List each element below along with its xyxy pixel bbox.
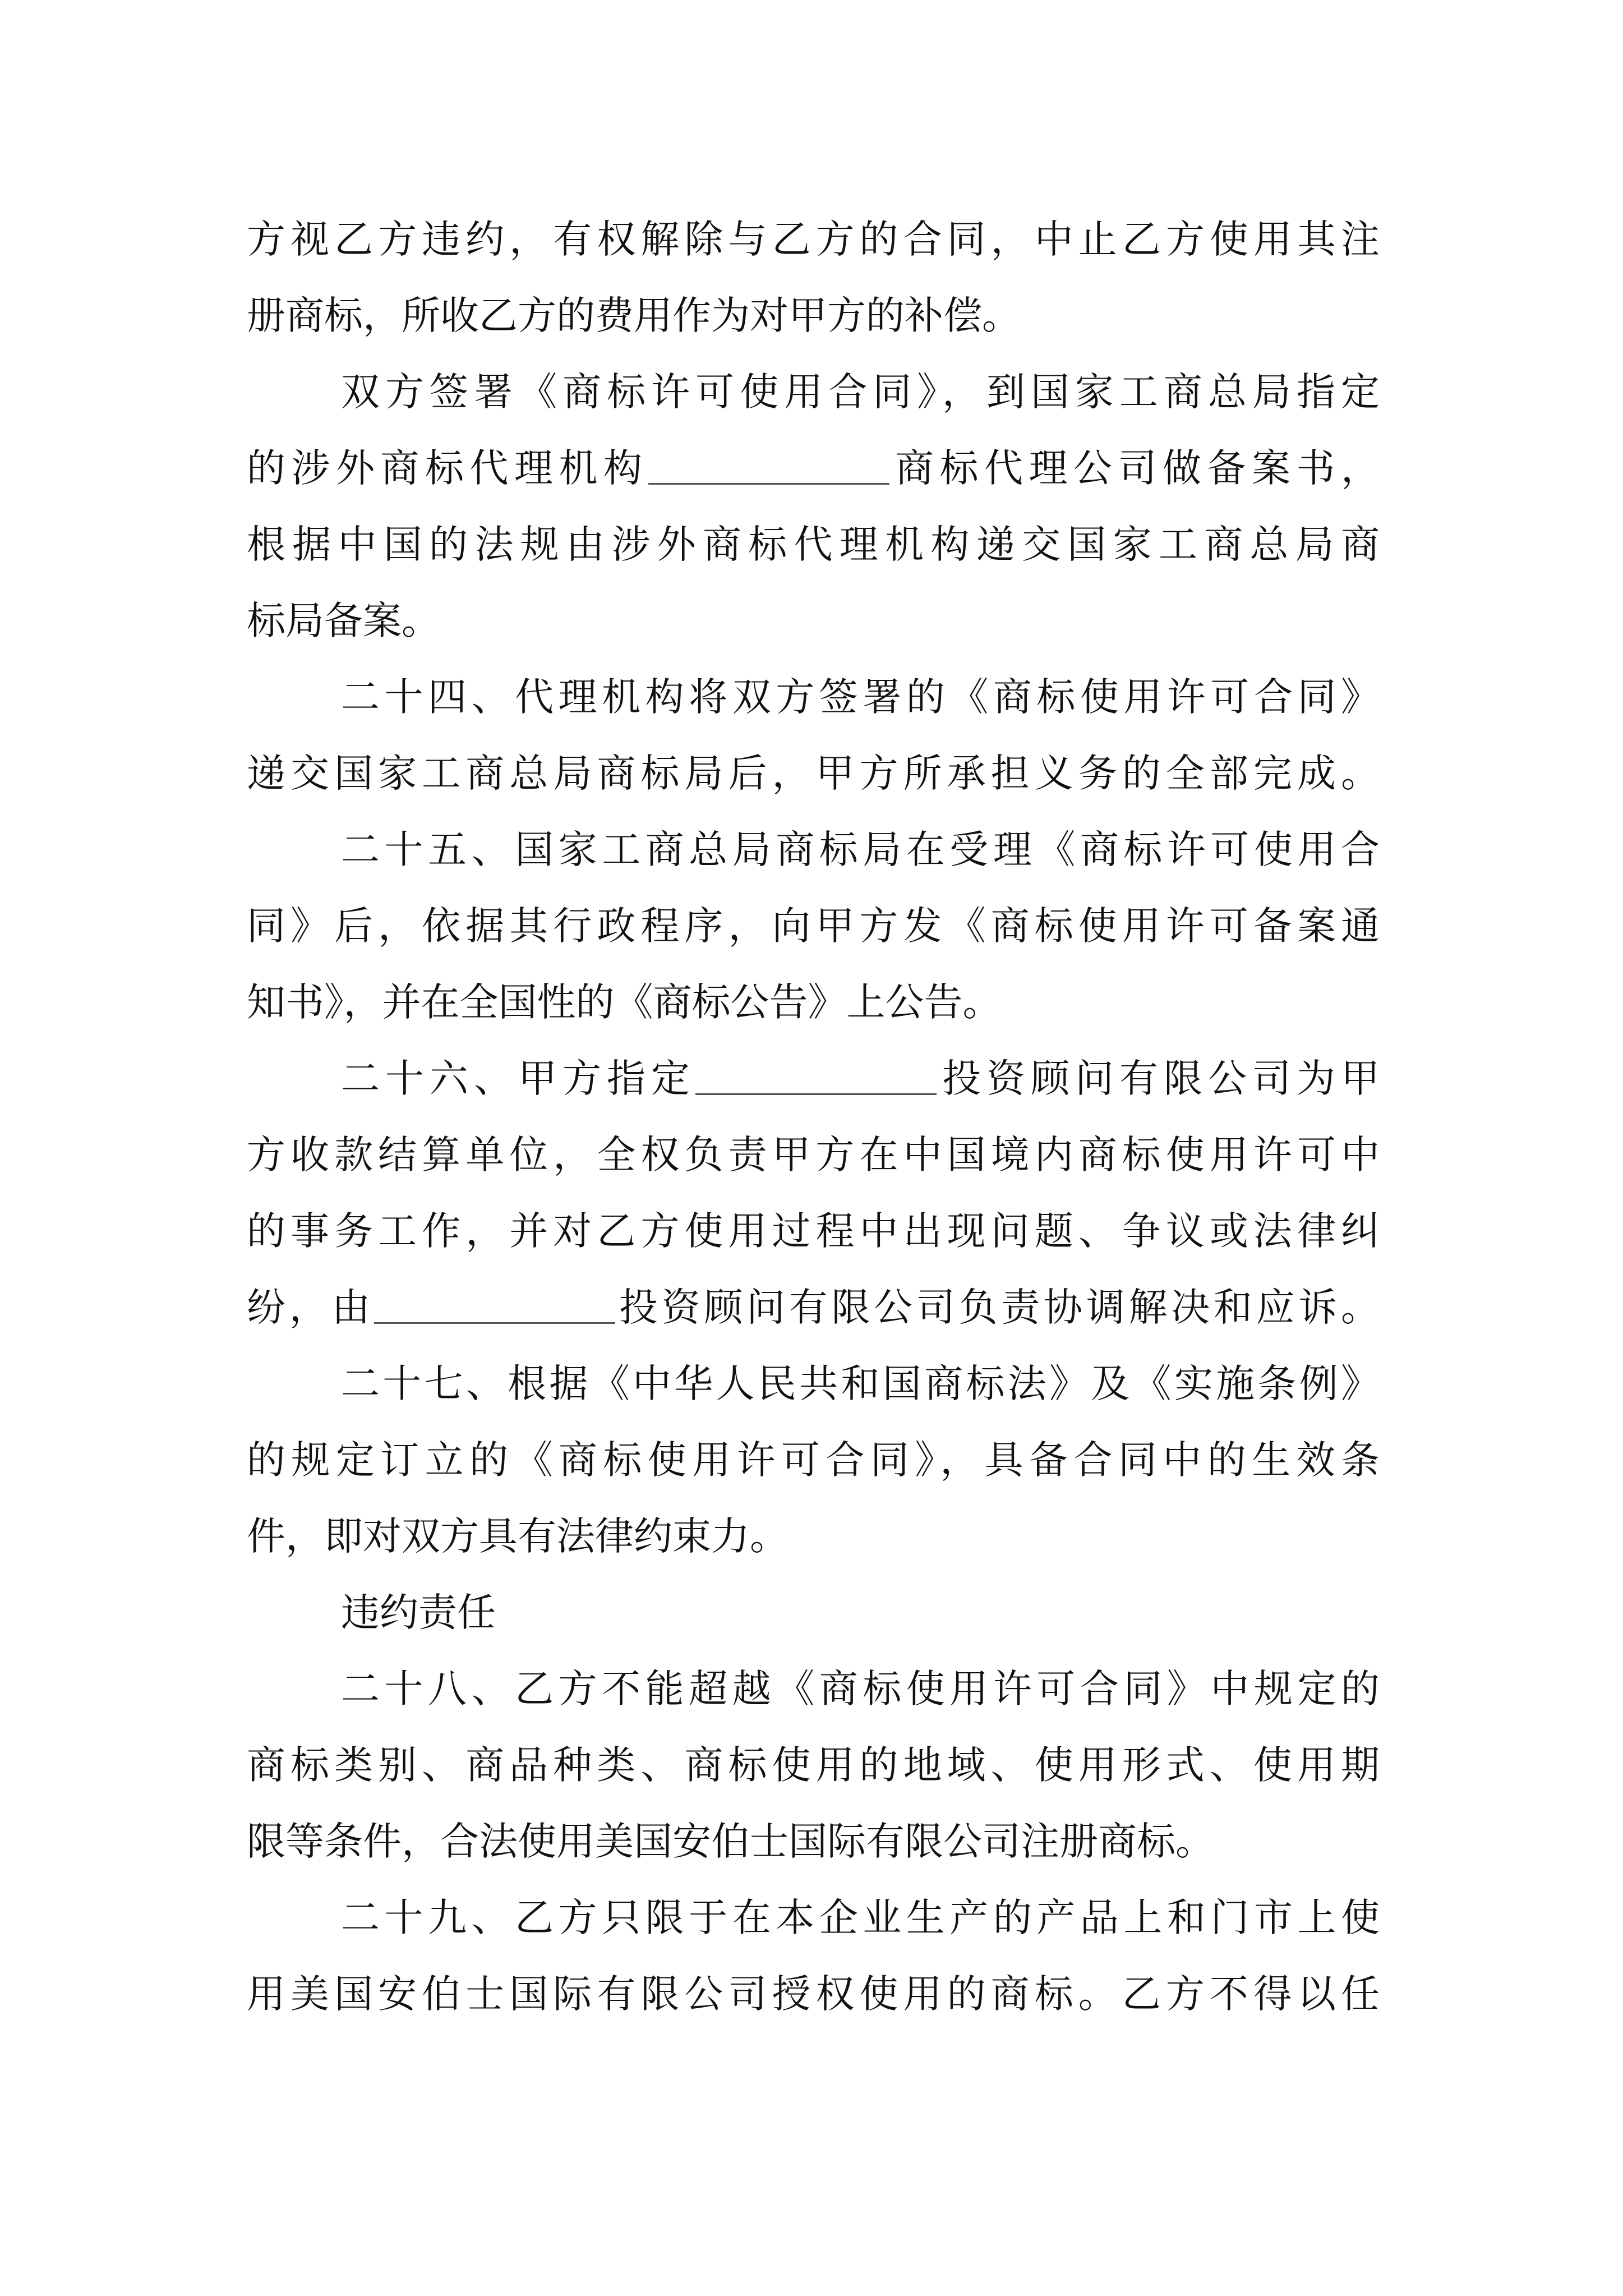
fill-in-blank xyxy=(374,1289,615,1324)
text-line: 方收款结算单位，全权负责甲方在中国境内商标使用许可中 xyxy=(247,1133,1380,1177)
text-line: 二十五、国家工商总局商标局在受理《商标许可使用合 xyxy=(341,827,1380,872)
fill-in-blank xyxy=(695,1060,937,1095)
text-line: 件，即对双方具有法律约束力。 xyxy=(247,1514,789,1559)
text-line: 递交国家工商总局商标局后，甲方所承担义务的全部完成。 xyxy=(247,751,1380,796)
text-line xyxy=(247,440,1380,496)
text-segment: 的涉外商标代理机构 xyxy=(247,446,648,491)
text-line: 二十八、乙方不能超越《商标使用许可合同》中规定的 xyxy=(341,1667,1380,1711)
section-heading: 违约责任 xyxy=(341,1590,496,1635)
text-line xyxy=(341,1051,1380,1107)
text-segment: 投资顾问有限公司为甲 xyxy=(937,1056,1380,1101)
text-line: 标局备案。 xyxy=(247,599,440,643)
text-line: 二十九、乙方只限于在本企业生产的产品上和门市上使 xyxy=(341,1895,1380,1940)
fill-in-blank xyxy=(648,449,889,485)
text-segment: 二十六、甲方指定 xyxy=(341,1056,695,1101)
text-segment: 投资顾问有限公司负责协调解决和应诉。 xyxy=(615,1285,1380,1330)
text-line: 的规定订立的《商标使用许可合同》，具备合同中的生效条 xyxy=(247,1438,1380,1483)
text-segment: 商标代理公司做备案书， xyxy=(889,446,1380,491)
text-line: 用美国安伯士国际有限公司授权使用的商标。乙方不得以任 xyxy=(247,1972,1380,2017)
text-line: 双方签署《商标许可使用合同》，到国家工商总局指定 xyxy=(341,370,1380,415)
text-line: 二十七、根据《中华人民共和国商标法》及《实施条例》 xyxy=(341,1361,1380,1406)
text-line: 根据中国的法规由涉外商标代理机构递交国家工商总局商 xyxy=(247,522,1380,567)
text-line: 商标类别、商品种类、商标使用的地域、使用形式、使用期 xyxy=(247,1743,1380,1788)
text-segment: 纷，由 xyxy=(247,1285,375,1330)
text-line: 方视乙方违约，有权解除与乙方的合同，中止乙方使用其注 xyxy=(247,217,1380,262)
text-line: 限等条件，合法使用美国安伯士国际有限公司注册商标。 xyxy=(247,1819,1214,1864)
text-line: 二十四、代理机构将双方签署的《商标使用许可合同》 xyxy=(341,675,1380,720)
text-line: 同》后，依据其行政程序，向甲方发《商标使用许可备案通 xyxy=(247,904,1380,949)
text-line xyxy=(247,1280,1380,1336)
text-line: 册商标，所收乙方的费用作为对甲方的补偿。 xyxy=(247,293,1021,338)
text-line: 的事务工作，并对乙方使用过程中出现问题、争议或法律纠 xyxy=(247,1209,1380,1254)
text-line: 知书》，并在全国性的《商标公告》上公告。 xyxy=(247,980,1002,1025)
